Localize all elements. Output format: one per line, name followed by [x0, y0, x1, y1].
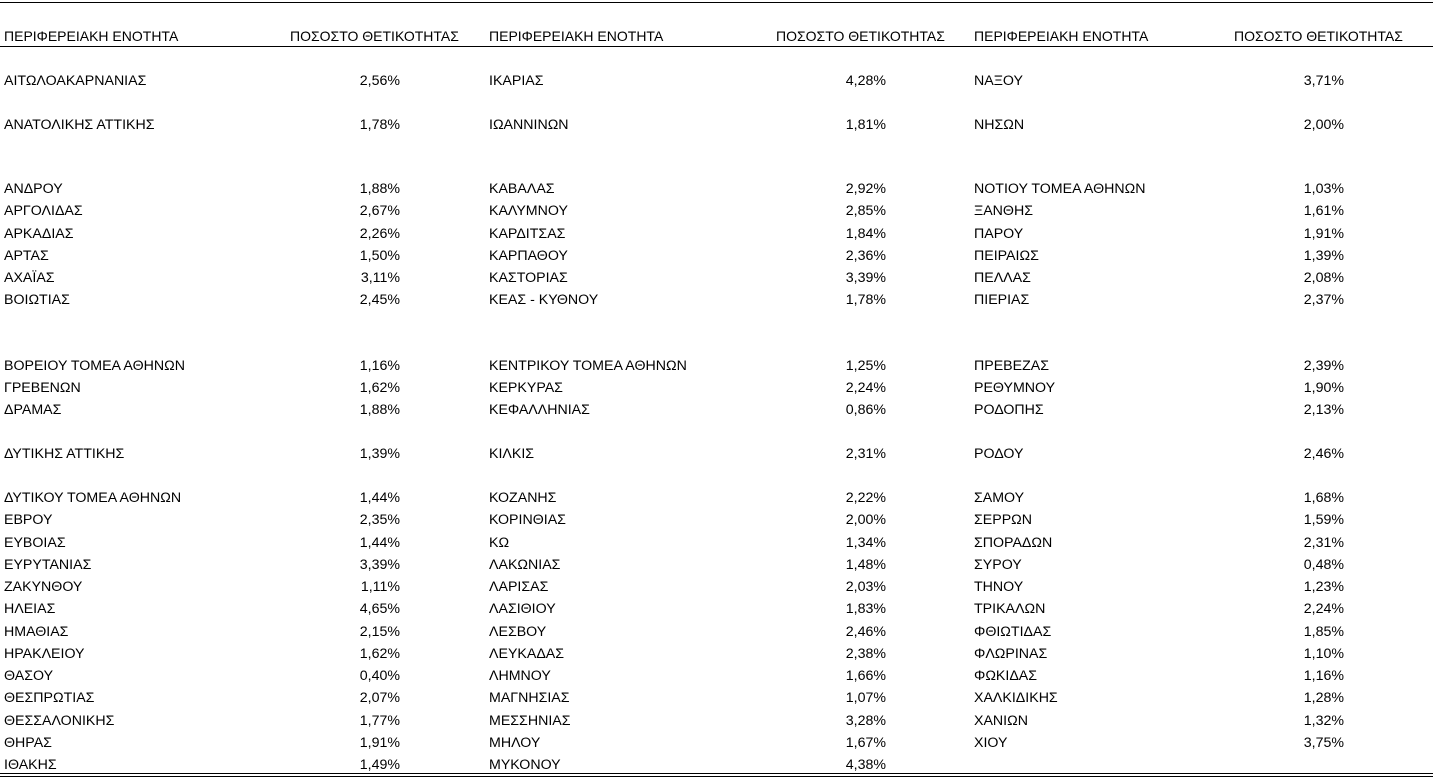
- positivity-rate: 1,07%: [845, 690, 886, 706]
- region-name: ΤΡΙΚΑΛΩΝ: [974, 601, 1046, 617]
- positivity-rate: 1,39%: [359, 446, 400, 462]
- positivity-rate: 2,00%: [1303, 117, 1344, 133]
- table-row: [4, 489, 404, 507]
- table-row: [489, 645, 890, 663]
- positivity-rate: 3,75%: [1303, 735, 1344, 751]
- positivity-rate: 1,78%: [845, 292, 886, 308]
- table-row: [4, 269, 404, 287]
- positivity-rate: 0,86%: [845, 402, 886, 418]
- region-header: ΠΕΡΙΦΕΡΕΙΑΚΗ ΕΝΟΤΗΤΑ: [4, 28, 179, 44]
- positivity-rate: 2,00%: [845, 512, 886, 528]
- region-name: ΚΑΒΑΛΑΣ: [489, 181, 555, 197]
- table-row: [4, 734, 404, 752]
- table-row: [974, 534, 1348, 552]
- region-name: ΛΑΣΙΘΙΟΥ: [489, 601, 556, 617]
- region-name: ΑΡΓΟΛΙΔΑΣ: [4, 203, 83, 219]
- region-name: ΧΑΝΙΩΝ: [974, 713, 1028, 729]
- region-name: ΡΟΔΟΥ: [974, 446, 1024, 462]
- table-row: [489, 667, 890, 685]
- region-name: ΝΑΞΟΥ: [974, 73, 1023, 89]
- positivity-rate: 2,67%: [359, 203, 400, 219]
- table-row: [4, 379, 404, 397]
- positivity-rate: 1,81%: [845, 117, 886, 133]
- region-name: ΧΙΟΥ: [974, 735, 1008, 751]
- table-row: [489, 291, 890, 309]
- rate-header: ΠΟΣΟΣΤΟ ΘΕΤΙΚΟΤΗΤΑΣ: [290, 28, 459, 44]
- positivity-rate: 1,39%: [1303, 248, 1344, 264]
- table-row: [489, 511, 890, 529]
- region-name: ΚΟΡΙΝΘΙΑΣ: [489, 512, 566, 528]
- table-row: [974, 712, 1348, 730]
- region-name: ΑΝΔΡΟΥ: [4, 181, 63, 197]
- positivity-rate: 0,48%: [1303, 557, 1344, 573]
- table-row: [489, 578, 890, 596]
- positivity-rate: 1,90%: [1303, 380, 1344, 396]
- table-row: [489, 357, 890, 375]
- positivity-rate: 1,25%: [845, 358, 886, 374]
- region-name: ΝΗΣΩΝ: [974, 117, 1025, 133]
- table-row: [974, 401, 1348, 419]
- positivity-rate: 4,38%: [845, 757, 886, 773]
- positivity-rate: 2,26%: [359, 226, 400, 242]
- positivity-rate: 1,88%: [359, 402, 400, 418]
- positivity-rate: 2,92%: [845, 181, 886, 197]
- region-name: ΦΩΚΙΔΑΣ: [974, 668, 1038, 684]
- positivity-rate: 1,03%: [1303, 181, 1344, 197]
- column-group-2: [489, 0, 969, 779]
- region-name: ΠΑΡΟΥ: [974, 226, 1024, 242]
- positivity-rate: 1,77%: [359, 713, 400, 729]
- table-row: [974, 511, 1348, 529]
- table-row: [489, 489, 890, 507]
- region-name: ΛΑΚΩΝΙΑΣ: [489, 557, 561, 573]
- positivity-rate: 1,50%: [359, 248, 400, 264]
- table-row: [4, 689, 404, 707]
- table-row: [4, 578, 404, 596]
- positivity-rate: 3,11%: [360, 270, 400, 286]
- region-name: ΣΥΡΟΥ: [974, 557, 1022, 573]
- table-row: [489, 734, 890, 752]
- region-name: ΠΕΙΡΑΙΩΣ: [974, 248, 1039, 264]
- positivity-rate: 1,61%: [1303, 203, 1344, 219]
- table-row: [4, 291, 404, 309]
- positivity-rate: 2,31%: [845, 446, 886, 462]
- table-row: [4, 72, 404, 90]
- region-name: ΒΟΙΩΤΙΑΣ: [4, 292, 70, 308]
- table-row: [489, 712, 890, 730]
- region-name: ΚΟΖΑΝΗΣ: [489, 490, 557, 506]
- table-row: [974, 116, 1348, 134]
- positivity-rate: 2,37%: [1303, 292, 1344, 308]
- table-row: [489, 600, 890, 618]
- column-group-1: [4, 0, 484, 779]
- positivity-rate: 3,39%: [359, 557, 400, 573]
- region-name: ΛΗΜΝΟΥ: [489, 668, 551, 684]
- region-name: ΣΑΜΟΥ: [974, 490, 1025, 506]
- table-row: [489, 269, 890, 287]
- table-row: [974, 247, 1348, 265]
- region-name: ΡΕΘΥΜΝΟΥ: [974, 380, 1056, 396]
- region-name: ΚΕΝΤΡΙΚΟΥ ΤΟΜΕΑ ΑΘΗΝΩΝ: [489, 358, 687, 374]
- table-row: [4, 225, 404, 243]
- table-row: [974, 623, 1348, 641]
- positivity-rate: 1,48%: [845, 557, 886, 573]
- region-name: ΑΡΤΑΣ: [4, 248, 49, 264]
- positivity-rate: 2,45%: [359, 292, 400, 308]
- region-name: ΖΑΚΥΝΘΟΥ: [4, 579, 83, 595]
- table-row: [974, 445, 1348, 463]
- region-name: ΝΟΤΙΟΥ ΤΟΜΕΑ ΑΘΗΝΩΝ: [974, 181, 1146, 197]
- table-row: [4, 116, 404, 134]
- table-row: [974, 357, 1348, 375]
- region-name: ΧΑΛΚΙΔΙΚΗΣ: [974, 690, 1058, 706]
- table-row: [974, 489, 1348, 507]
- region-name: ΗΡΑΚΛΕΙΟΥ: [4, 646, 85, 662]
- table-row: [974, 72, 1348, 90]
- positivity-rate: 2,08%: [1303, 270, 1344, 286]
- table-row: [489, 247, 890, 265]
- table-row: [974, 556, 1348, 574]
- positivity-rate: 2,39%: [1303, 358, 1344, 374]
- table-row: [974, 578, 1348, 596]
- positivity-rate: 2,85%: [845, 203, 886, 219]
- table-row: [4, 247, 404, 265]
- positivity-rate: 2,03%: [845, 579, 886, 595]
- region-name: ΘΑΣΟΥ: [4, 668, 54, 684]
- table-row: [489, 445, 890, 463]
- region-name: ΔΡΑΜΑΣ: [4, 402, 62, 418]
- positivity-rate: 2,46%: [845, 624, 886, 640]
- positivity-rate: 1,16%: [359, 358, 400, 374]
- positivity-rate: 2,24%: [1303, 601, 1344, 617]
- table-row: [489, 225, 890, 243]
- table-row: [4, 623, 404, 641]
- positivity-rate: 1,44%: [359, 535, 400, 551]
- region-name: ΕΒΡΟΥ: [4, 512, 53, 528]
- positivity-rate: 1,16%: [1303, 668, 1344, 684]
- positivity-rate: 1,66%: [845, 668, 886, 684]
- rate-header: ΠΟΣΟΣΤΟ ΘΕΤΙΚΟΤΗΤΑΣ: [1234, 28, 1403, 44]
- region-name: ΚΑΡΠΑΘΟΥ: [489, 248, 568, 264]
- region-name: ΠΡΕΒΕΖΑΣ: [974, 358, 1049, 374]
- positivity-rate: 1,59%: [1303, 512, 1344, 528]
- positivity-rate: 1,62%: [359, 646, 400, 662]
- region-name: ΙΘΑΚΗΣ: [4, 757, 57, 773]
- region-name: ΞΑΝΘΗΣ: [974, 203, 1033, 219]
- region-name: ΦΛΩΡΙΝΑΣ: [974, 646, 1048, 662]
- region-name: ΚΑΡΔΙΤΣΑΣ: [489, 226, 566, 242]
- region-name: ΚΙΛΚΙΣ: [489, 446, 535, 462]
- table-row: [974, 291, 1348, 309]
- positivity-rate: 1,62%: [359, 380, 400, 396]
- positivity-rate: 2,15%: [359, 624, 400, 640]
- region-name: ΘΗΡΑΣ: [4, 735, 52, 751]
- table-row: [489, 116, 890, 134]
- region-name: ΘΕΣΠΡΩΤΙΑΣ: [4, 690, 95, 706]
- table-row: [974, 180, 1348, 198]
- table-row: [974, 734, 1348, 752]
- positivity-rate: 1,28%: [1303, 690, 1344, 706]
- table-row: [974, 600, 1348, 618]
- positivity-rate: 1,23%: [1303, 579, 1344, 595]
- region-header: ΠΕΡΙΦΕΡΕΙΑΚΗ ΕΝΟΤΗΤΑ: [489, 28, 664, 44]
- table-row: [4, 511, 404, 529]
- table-row: [4, 645, 404, 663]
- table-row: [489, 689, 890, 707]
- positivity-rate: 2,22%: [845, 490, 886, 506]
- table-row: [489, 180, 890, 198]
- table-row: [974, 225, 1348, 243]
- positivity-rate: 1,34%: [845, 535, 886, 551]
- positivity-rate: 2,56%: [359, 73, 400, 89]
- region-name: ΑΙΤΩΛΟΑΚΑΡΝΑΝΙΑΣ: [4, 73, 147, 89]
- region-name: ΠΙΕΡΙΑΣ: [974, 292, 1030, 308]
- positivity-rate: 1,44%: [359, 490, 400, 506]
- region-name: ΦΘΙΩΤΙΔΑΣ: [974, 624, 1052, 640]
- region-name: ΠΕΛΛΑΣ: [974, 270, 1031, 286]
- table-row: [974, 379, 1348, 397]
- region-name: ΑΡΚΑΔΙΑΣ: [4, 226, 74, 242]
- table-row: [974, 689, 1348, 707]
- positivity-rate: 1,68%: [1303, 490, 1344, 506]
- region-name: ΛΑΡΙΣΑΣ: [489, 579, 549, 595]
- positivity-rate: 2,35%: [359, 512, 400, 528]
- region-name: ΜΗΛΟΥ: [489, 735, 541, 751]
- region-name: ΣΕΡΡΩΝ: [974, 512, 1033, 528]
- region-name: ΕΥΡΥΤΑΝΙΑΣ: [4, 557, 92, 573]
- region-name: ΙΩΑΝΝΙΝΩΝ: [489, 117, 569, 133]
- region-name: ΜΥΚΟΝΟΥ: [489, 757, 561, 773]
- table-row: [4, 667, 404, 685]
- positivity-rate: 3,39%: [845, 270, 886, 286]
- positivity-rate: 1,32%: [1303, 713, 1344, 729]
- region-name: ΔΥΤΙΚΗΣ ΑΤΤΙΚΗΣ: [4, 446, 125, 462]
- table-row: [4, 756, 404, 774]
- rate-header: ΠΟΣΟΣΤΟ ΘΕΤΙΚΟΤΗΤΑΣ: [776, 28, 945, 44]
- table-row: [489, 72, 890, 90]
- positivity-rate: 2,31%: [1303, 535, 1344, 551]
- positivity-rate: 1,88%: [359, 181, 400, 197]
- positivity-rate: 2,24%: [845, 380, 886, 396]
- region-name: ΜΕΣΣΗΝΙΑΣ: [489, 713, 571, 729]
- table-row: [974, 645, 1348, 663]
- region-name: ΚΑΣΤΟΡΙΑΣ: [489, 270, 568, 286]
- region-name: ΑΝΑΤΟΛΙΚΗΣ ΑΤΤΙΚΗΣ: [4, 117, 155, 133]
- positivity-rate: 2,07%: [359, 690, 400, 706]
- positivity-rate: 1,78%: [359, 117, 400, 133]
- positivity-rate: 1,85%: [1303, 624, 1344, 640]
- region-header: ΠΕΡΙΦΕΡΕΙΑΚΗ ΕΝΟΤΗΤΑ: [974, 28, 1149, 44]
- table-row: [4, 600, 404, 618]
- region-name: ΤΗΝΟΥ: [974, 579, 1024, 595]
- positivity-rate: 2,46%: [1303, 446, 1344, 462]
- table-row: [4, 445, 404, 463]
- region-name: ΡΟΔΟΠΗΣ: [974, 402, 1044, 418]
- positivity-rate: 2,13%: [1303, 402, 1344, 418]
- table-row: [489, 401, 890, 419]
- region-name: ΛΕΣΒΟΥ: [489, 624, 547, 640]
- positivity-rate: 1,10%: [1303, 646, 1344, 662]
- table-row: [489, 379, 890, 397]
- positivity-rate: 1,83%: [845, 601, 886, 617]
- table-row: [974, 202, 1348, 220]
- table-row: [4, 202, 404, 220]
- positivity-rate: 4,28%: [845, 73, 886, 89]
- table-row: [489, 202, 890, 220]
- region-name: ΗΜΑΘΙΑΣ: [4, 624, 69, 640]
- table-row: [4, 534, 404, 552]
- table-row: [489, 534, 890, 552]
- region-name: ΙΚΑΡΙΑΣ: [489, 73, 544, 89]
- table-row: [974, 667, 1348, 685]
- region-name: ΗΛΕΙΑΣ: [4, 601, 56, 617]
- region-name: ΕΥΒΟΙΑΣ: [4, 535, 66, 551]
- table-row: [4, 357, 404, 375]
- region-name: ΜΑΓΝΗΣΙΑΣ: [489, 690, 570, 706]
- positivity-rate: 3,71%: [1303, 73, 1344, 89]
- table-row: [4, 180, 404, 198]
- region-name: ΘΕΣΣΑΛΟΝΙΚΗΣ: [4, 713, 115, 729]
- positivity-rate: 1,11%: [360, 579, 400, 595]
- region-name: ΣΠΟΡΑΔΩΝ: [974, 535, 1053, 551]
- positivity-rate: 1,84%: [845, 226, 886, 242]
- positivity-rate: 1,91%: [1303, 226, 1344, 242]
- table-row: [4, 556, 404, 574]
- positivity-rate: 2,36%: [845, 248, 886, 264]
- table-row: [4, 401, 404, 419]
- positivity-rate: 1,49%: [359, 757, 400, 773]
- region-name: ΚΕΑΣ - ΚΥΘΝΟΥ: [489, 292, 599, 308]
- table-row: [974, 269, 1348, 287]
- region-name: ΒΟΡΕΙΟΥ ΤΟΜΕΑ ΑΘΗΝΩΝ: [4, 358, 185, 374]
- positivity-rate: 4,65%: [359, 601, 400, 617]
- region-name: ΓΡΕΒΕΝΩΝ: [4, 380, 81, 396]
- positivity-rate: 3,28%: [845, 713, 886, 729]
- column-group-3: [974, 0, 1424, 779]
- table-row: [4, 712, 404, 730]
- table-row: [489, 556, 890, 574]
- region-name: ΚΑΛΥΜΝΟΥ: [489, 203, 568, 219]
- positivity-rate: 2,38%: [845, 646, 886, 662]
- region-name: ΑΧΑΪΑΣ: [4, 270, 55, 286]
- positivity-rate: 1,67%: [845, 735, 886, 751]
- region-name: ΚΩ: [489, 535, 510, 551]
- positivity-rate: 0,40%: [359, 668, 400, 684]
- region-name: ΚΕΦΑΛΛΗΝΙΑΣ: [489, 402, 590, 418]
- positivity-rate: 1,91%: [359, 735, 400, 751]
- table-row: [489, 756, 890, 774]
- region-name: ΛΕΥΚΑΔΑΣ: [489, 646, 565, 662]
- table-row: [489, 623, 890, 641]
- region-name: ΔΥΤΙΚΟΥ ΤΟΜΕΑ ΑΘΗΝΩΝ: [4, 490, 182, 506]
- region-name: ΚΕΡΚΥΡΑΣ: [489, 380, 563, 396]
